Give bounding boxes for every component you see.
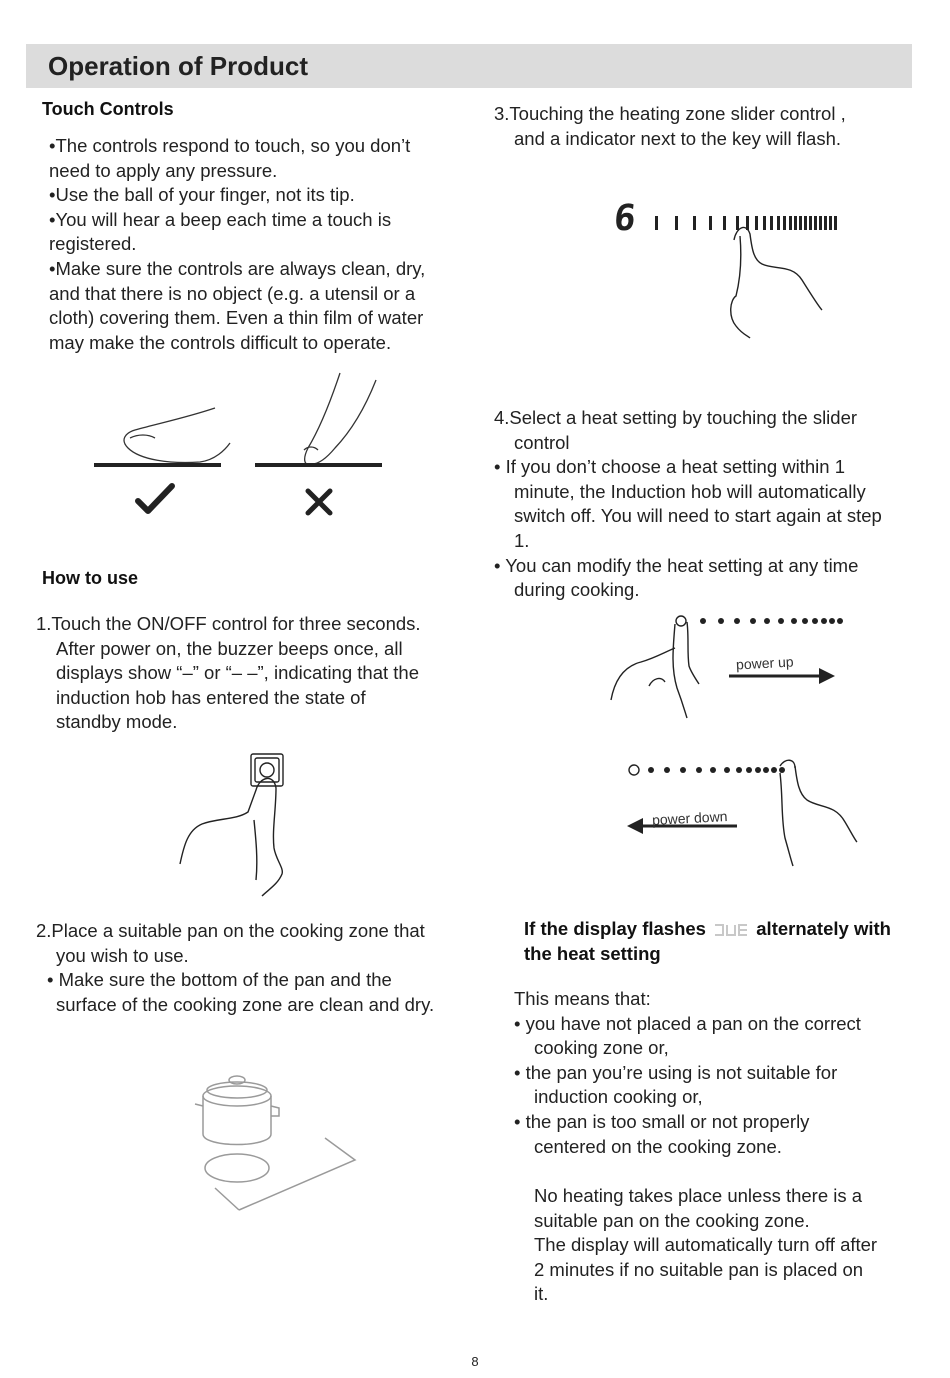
text-line: 1. — [514, 529, 530, 551]
text-line: 2.Place a suitable pan on the cooking zone that — [36, 920, 425, 941]
text-line: displays show “–” or “– –”, indicating that the — [56, 662, 419, 684]
text-line: standby mode. — [56, 711, 178, 733]
text-line: it. — [534, 1283, 549, 1305]
text-line: during cooking. — [514, 579, 640, 601]
text-line: surface of the cooking zone are clean and dry. — [56, 993, 435, 1015]
text-line: 3.Touching the heating zone slider control , — [494, 103, 846, 124]
finger-touch-illustration — [90, 368, 390, 523]
cross-icon — [308, 491, 330, 513]
text-line: cooking zone or, — [534, 1037, 669, 1059]
text-line: control — [514, 431, 570, 453]
onoff-press-illustration — [176, 750, 296, 900]
text-line: • the pan is too small or not properly — [514, 1110, 810, 1132]
flash-note-text — [534, 1184, 934, 1307]
text-line: registered. — [49, 233, 137, 255]
flash-heading — [524, 918, 891, 940]
step1-text — [36, 612, 481, 735]
text-line: •The controls respond to touch, so you don’t — [49, 135, 411, 156]
text-line: minute, the Induction hob will automatically — [514, 480, 866, 502]
slider-display-digit: 6 — [611, 198, 638, 239]
how-to-use-heading: How to use — [42, 568, 139, 588]
text-line: 2 minutes if no suitable pan is placed on — [534, 1258, 864, 1280]
pan-missing-symbol-icon — [711, 922, 751, 938]
slider-press-illustration — [650, 200, 850, 350]
text-line: The display will automatically turn off after — [534, 1234, 878, 1256]
text-line: No heating takes place unless there is a — [534, 1185, 863, 1206]
flash-heading-part2: alternately with — [756, 918, 891, 939]
power-down-label: power down — [651, 808, 728, 828]
touch-controls-text — [49, 134, 489, 355]
text-line: •You will hear a beep each time a touch is — [49, 208, 392, 230]
text-line: •Make sure the controls are always clean, dry, — [49, 257, 426, 279]
text-line: induction cooking or, — [534, 1086, 703, 1108]
text-line: need to apply any pressure. — [49, 159, 278, 181]
text-line: may make the controls difficult to operate. — [49, 331, 392, 353]
text-line: cloth) covering them. Even a thin film of water — [49, 307, 424, 329]
page-title: Operation of Product — [48, 51, 308, 81]
text-line: switch off. You will need to start again at step — [514, 505, 882, 527]
text-line: induction hob has entered the state of — [56, 686, 366, 708]
text-line: This means that: — [514, 988, 651, 1009]
text-line: • If you don’t choose a heat setting within 1 — [494, 456, 846, 478]
text-line: and a indicator next to the key will flash. — [514, 127, 842, 149]
section-header — [26, 44, 912, 88]
surface-line-correct — [94, 463, 221, 467]
flash-heading-line2: the heat setting — [524, 943, 661, 964]
text-line: •Use the ball of your finger, not its tip. — [49, 184, 355, 206]
step3-text — [494, 102, 924, 151]
power-icon — [260, 763, 274, 777]
flash-reasons-text — [514, 987, 934, 1159]
page-number: 8 — [471, 1354, 479, 1369]
check-icon — [138, 486, 172, 511]
power-up-label: power up — [735, 653, 794, 673]
touch-controls-heading: Touch Controls — [42, 99, 174, 119]
pot-on-cooking-zone-illustration — [195, 1068, 360, 1218]
text-line: • you have not placed a pan on the correct — [514, 1012, 861, 1034]
power-up-down-illustration — [605, 608, 860, 873]
text-line: you wish to use. — [56, 944, 189, 966]
text-line: • You can modify the heat setting at any time — [494, 554, 859, 576]
step2-text — [36, 919, 486, 1017]
text-line: • the pan you’re using is not suitable for — [514, 1061, 838, 1083]
step4-text — [494, 406, 934, 603]
text-line: 4.Select a heat setting by touching the slider — [494, 407, 858, 428]
text-line: suitable pan on the cooking zone. — [534, 1209, 810, 1231]
text-line: • Make sure the bottom of the pan and the — [47, 969, 392, 991]
text-line: centered on the cooking zone. — [534, 1135, 782, 1157]
flash-heading-part1: If the display flashes — [524, 918, 706, 939]
text-line: After power on, the buzzer beeps once, all — [56, 637, 403, 659]
surface-line-wrong — [255, 463, 382, 467]
text-line: 1.Touch the ON/OFF control for three seconds. — [36, 613, 421, 634]
text-line: and that there is no object (e.g. a utensil or a — [49, 282, 416, 304]
